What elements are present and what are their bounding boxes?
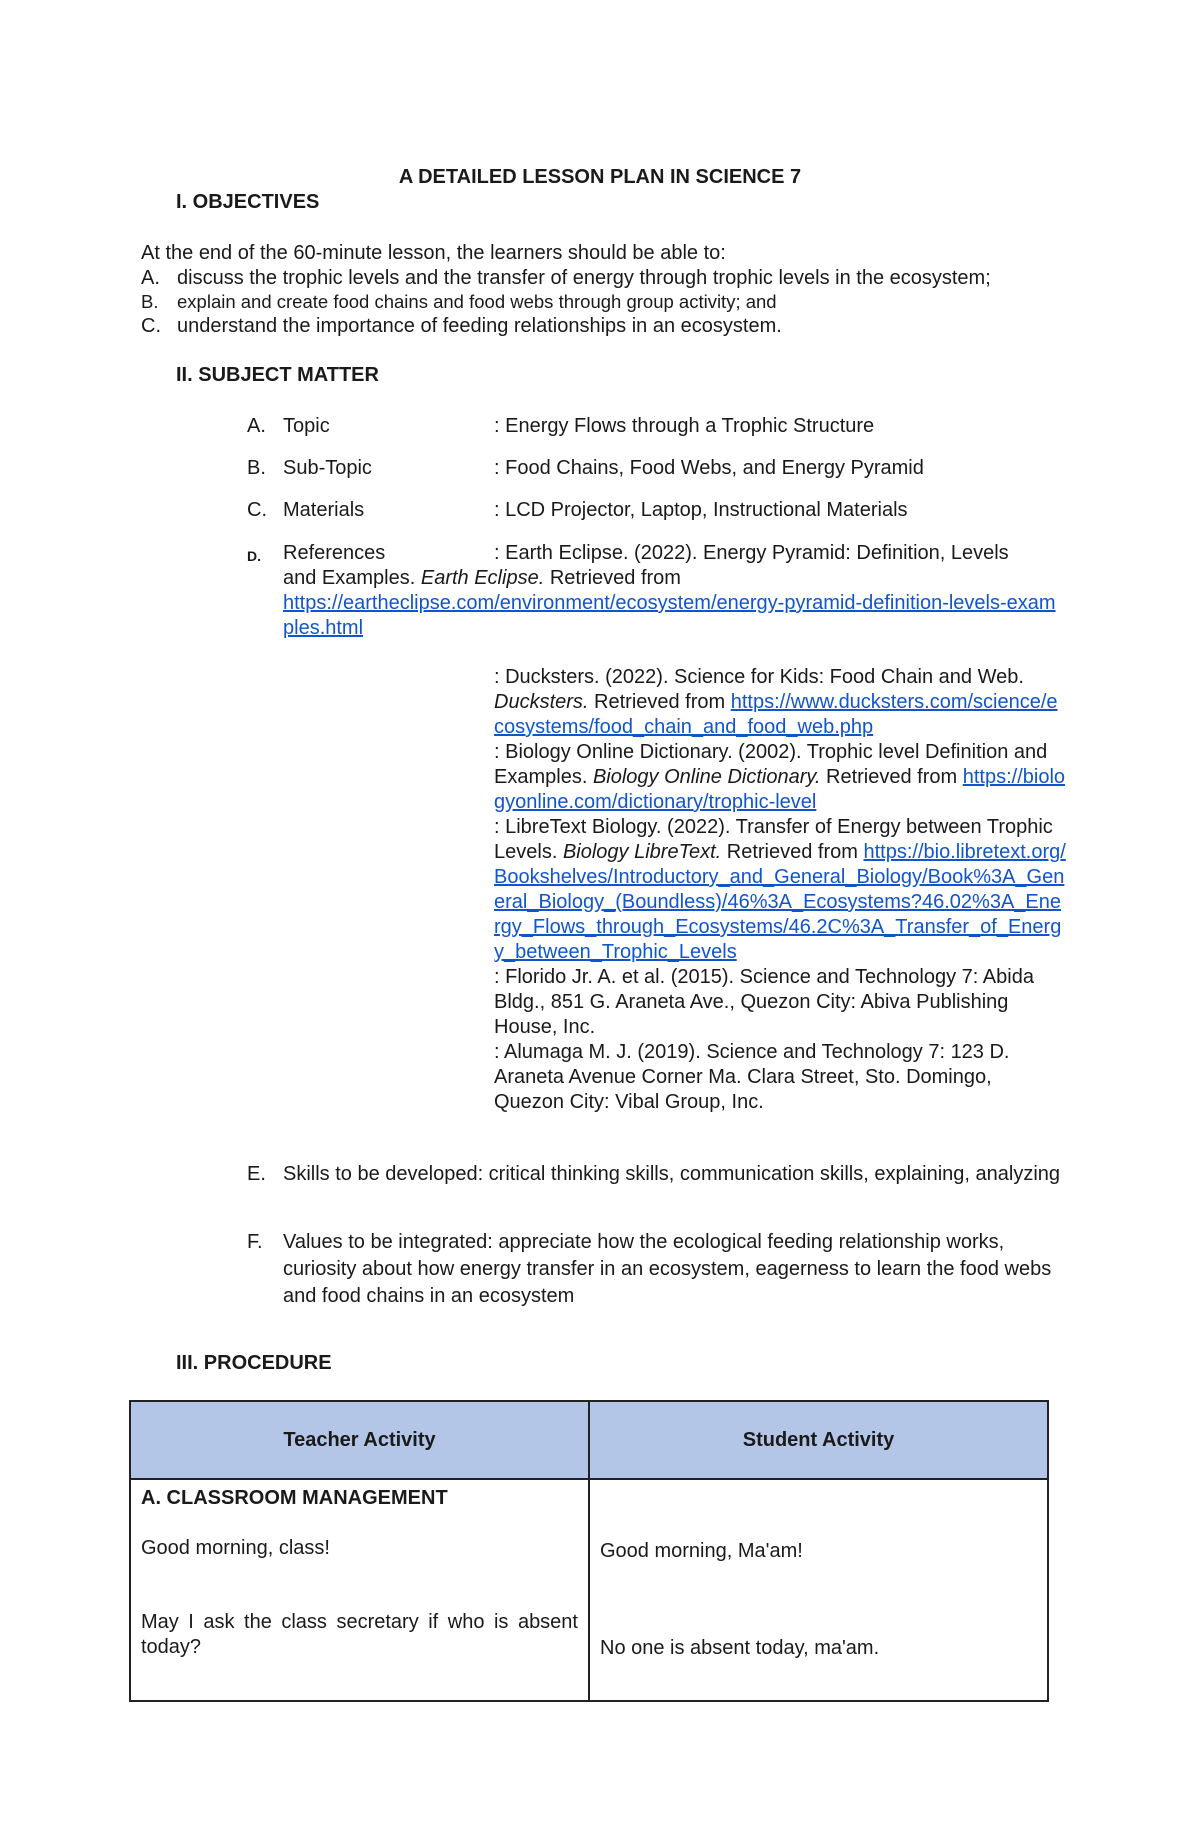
objectives-intro: At the end of the 60-minute lesson, the learners should be able to: <box>141 242 726 264</box>
materials-letter: C. <box>247 499 267 521</box>
reference-2-link[interactable]: https://www.ducksters.com/science/ecosystems/food_chain_and_food_web.php <box>494 691 1058 738</box>
reference-1-link[interactable]: https://eartheclipse.com/environment/ecosystem/energy-pyramid-definition-levels-examples.html <box>283 592 1056 639</box>
reference-3-source: Biology Online Dictionary. <box>592 766 821 788</box>
procedure-heading: III. PROCEDURE <box>176 1352 332 1374</box>
topic-letter: A. <box>247 415 266 437</box>
values-text: Values to be integrated: appreciate how the ecological feeding relationship works, curiosity about how energy transfer in an ecosystem, eagerness to learn the food webs and food chains in an ecosystem <box>283 1231 1052 1307</box>
reference-1-retrieved: Retrieved from <box>549 567 681 589</box>
table-header-row <box>130 1401 1048 1479</box>
reference-2-retrieved: Retrieved from <box>594 691 726 713</box>
reference-4-link[interactable]: https://bio.libretext.org/Bookshelves/Introductory_and_General_Biology/Book%3A_General_Biology_(Boundless)/46%3A_Ecosystems?46.02%3A_Energy_Flows_through_Ecosystems/46.2C%3A_Transfer_of_Energy_between_Trophic_Levels <box>494 841 1066 963</box>
student-cell <box>589 1479 1048 1701</box>
skills-letter: E. <box>247 1163 266 1185</box>
values-letter: F. <box>247 1231 263 1253</box>
reference-3-link[interactable]: https://biologyonline.com/dictionary/trophic-level <box>494 766 1066 813</box>
student-activity-header: Student Activity <box>589 1401 1048 1479</box>
teacher-cell <box>130 1479 589 1701</box>
subject-matter-heading: II. SUBJECT MATTER <box>176 364 379 386</box>
reference-5: : Florido Jr. A. et al. (2015). Science and Technology 7: Abida Bldg., 851 G. Araneta Ave., Quezon City: Abiva Publishing House, Inc. <box>494 966 1034 1038</box>
reference-list <box>494 665 1066 1115</box>
objective-letter: B. <box>141 291 159 312</box>
reference-2-text: : Ducksters. (2022). Science for Kids: Food Chain and Web. <box>494 666 1024 688</box>
materials-value: : LCD Projector, Laptop, Instructional Materials <box>494 499 908 521</box>
reference-4-retrieved: Retrieved from <box>726 841 858 863</box>
subtopic-label: Sub-Topic <box>283 457 372 479</box>
reference-1-cont: and Examples. <box>283 567 416 589</box>
student-greeting: Good morning, Ma'am! <box>600 1540 803 1562</box>
teacher-greeting: Good morning, class! <box>141 1537 330 1559</box>
reference-4-text: : LibreText Biology. (2022). Transfer of Energy between Trophic Levels. <box>494 816 1053 863</box>
reference-3-retrieved: Retrieved from <box>826 766 958 788</box>
reference-1-continuation <box>283 566 1063 641</box>
table-row <box>130 1479 1048 1701</box>
values-item <box>247 1229 1067 1310</box>
teacher-question: May I ask the class secretary if who is absent today? <box>141 1611 578 1658</box>
classroom-management-label: A. CLASSROOM MANAGEMENT <box>141 1487 448 1509</box>
objective-item <box>141 291 1081 315</box>
topic-value: : Energy Flows through a Trophic Structure <box>494 415 875 437</box>
reference-2 <box>494 665 1066 740</box>
procedure-table <box>129 1400 1049 1702</box>
objective-item <box>141 315 1081 339</box>
objective-text: understand the importance of feeding relationships in an ecosystem. <box>177 315 782 337</box>
skills-item <box>247 1161 1067 1188</box>
teacher-activity-header: Teacher Activity <box>130 1401 589 1479</box>
reference-3 <box>494 740 1066 815</box>
references-letter: D. <box>247 548 261 564</box>
reference-1-text: : Earth Eclipse. (2022). Energy Pyramid: Definition, Levels <box>494 542 1009 564</box>
objectives-heading: I. OBJECTIVES <box>176 191 320 213</box>
reference-3-text: : Biology Online Dictionary. (2002). Trophic level Definition and Examples. <box>494 741 1048 788</box>
reference-6: : Alumaga M. J. (2019). Science and Technology 7: 123 D. Araneta Avenue Corner Ma. Clara Street, Sto. Domingo, Quezon City: Vibal Group, Inc. <box>494 1041 1010 1113</box>
document-title: A DETAILED LESSON PLAN IN SCIENCE 7 <box>398 166 802 188</box>
references-label: References <box>283 542 386 564</box>
reference-4 <box>494 815 1066 965</box>
reference-2-source: Ducksters. <box>494 691 589 713</box>
student-answer: No one is absent today, ma'am. <box>600 1637 880 1659</box>
subtopic-value: : Food Chains, Food Webs, and Energy Pyramid <box>494 457 924 479</box>
topic-label: Topic <box>283 415 330 437</box>
skills-text: Skills to be developed: critical thinking skills, communication skills, explaining, analyzing <box>283 1163 1061 1185</box>
objective-item <box>141 267 1081 291</box>
objective-text: discuss the trophic levels and the transfer of energy through trophic levels in the ecosystem; <box>177 267 991 289</box>
subtopic-letter: B. <box>247 457 266 479</box>
objective-letter: A. <box>141 267 160 289</box>
reference-1-source: Earth Eclipse. <box>420 567 545 589</box>
objective-letter: C. <box>141 315 161 337</box>
materials-label: Materials <box>283 499 365 521</box>
objectives-list <box>141 267 1081 339</box>
reference-4-source: Biology LibreText. <box>562 841 722 863</box>
objective-text: explain and create food chains and food webs through group activity; and <box>177 291 777 312</box>
